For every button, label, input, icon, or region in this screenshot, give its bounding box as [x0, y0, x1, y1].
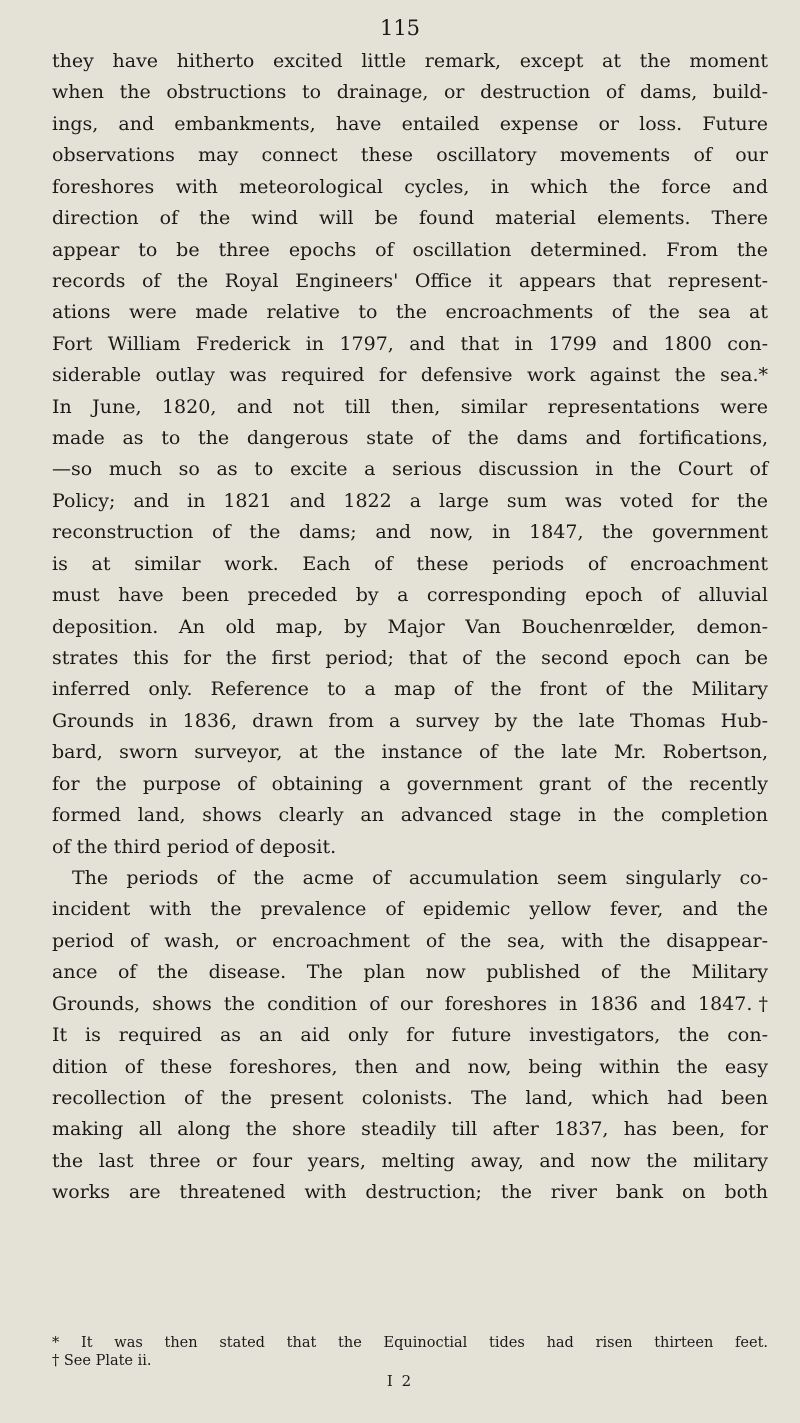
text-line: made as to the dangerous state of the dams and fortifications, — [52, 427, 768, 450]
text-line: deposition. An old map, by Major Van Bouchenrœlder, demon- — [52, 615, 768, 638]
text-line: for the purpose of obtaining a government grant of the recently — [52, 772, 768, 795]
text-line: when the obstructions to drainage, or destruction of dams, build- — [52, 81, 768, 104]
text-line: dition of these foreshores, then and now, being within the easy — [52, 1055, 768, 1078]
text-line: they have hitherto excited little remark, except at the moment — [52, 50, 768, 72]
signature-mark: I 2 — [386, 1372, 414, 1390]
body-text — [52, 46, 768, 1209]
text-line: direction of the wind will be found material elements. There — [52, 207, 768, 230]
text-line: the last three or four years, melting away, and now the military — [52, 1149, 768, 1172]
text-line: recollection of the present colonists. The land, which had been — [52, 1086, 768, 1109]
text-line: must have been preceded by a corresponding epoch of alluvial — [52, 584, 768, 607]
text-line: ations were made relative to the encroachments of the sea at — [52, 301, 768, 324]
text-line: appear to be three epochs of oscillation determined. From the — [52, 238, 768, 261]
text-line: is at similar work. Each of these periods of encroachment — [52, 552, 768, 575]
text-line: Grounds in 1836, drawn from a survey by the late Thomas Hub- — [52, 709, 768, 732]
text-line: Policy; and in 1821 and 1822 a large sum was voted for the — [52, 489, 768, 512]
footnote-dagger: † See Plate ii. — [52, 1353, 152, 1369]
text-line: reconstruction of the dams; and now, in 1847, the government — [52, 521, 768, 544]
page-number: 115 — [379, 16, 421, 40]
text-line: formed land, shows clearly an advanced stage in the completion — [52, 804, 768, 827]
text-line: ance of the disease. The plan now published of the Military — [52, 961, 768, 984]
text-line: —so much so as to excite a serious discussion in the Court of — [52, 458, 768, 481]
text-line: strates this for the first period; that of the second epoch can be — [52, 647, 768, 670]
text-line: siderable outlay was required for defensive work against the sea.* — [52, 364, 768, 387]
text-line: ings, and embankments, have entailed expense or loss. Future — [52, 112, 768, 135]
text-line: period of wash, or encroachment of the sea, with the disappear- — [52, 929, 768, 952]
text-line: incident with the prevalence of epidemic yellow fever, and the — [52, 898, 768, 921]
text-line: The periods of the acme of accumulation seem singularly co- — [72, 866, 768, 889]
text-line: works are threatened with destruction; the river bank on both — [52, 1181, 768, 1204]
text-line: foreshores with meteorological cycles, in which the force and — [52, 175, 768, 198]
footnote-asterisk: * It was then stated that the Equinoctial tides had risen thirteen feet. — [52, 1335, 768, 1351]
text-line: inferred only. Reference to a map of the front of the Military — [52, 678, 768, 701]
text-line: bard, sworn surveyor, at the instance of the late Mr. Robertson, — [52, 741, 768, 764]
footnotes — [52, 1334, 768, 1370]
text-line: records of the Royal Engineers' Office it appears that represent- — [52, 269, 768, 292]
text-line: making all along the shore steadily till after 1837, has been, for — [52, 1118, 768, 1141]
text-line: Fort William Frederick in 1797, and that in 1799 and 1800 con- — [52, 332, 768, 355]
text-line: of the third period of deposit. — [52, 835, 337, 858]
text-line: Grounds, shows the condition of our foreshores in 1836 and 1847.† — [52, 992, 768, 1015]
text-line: observations may connect these oscillatory movements of our — [52, 144, 768, 167]
text-line: It is required as an aid only for future investigators, the con- — [52, 1024, 768, 1047]
text-line: In June, 1820, and not till then, similar representations were — [52, 395, 768, 418]
